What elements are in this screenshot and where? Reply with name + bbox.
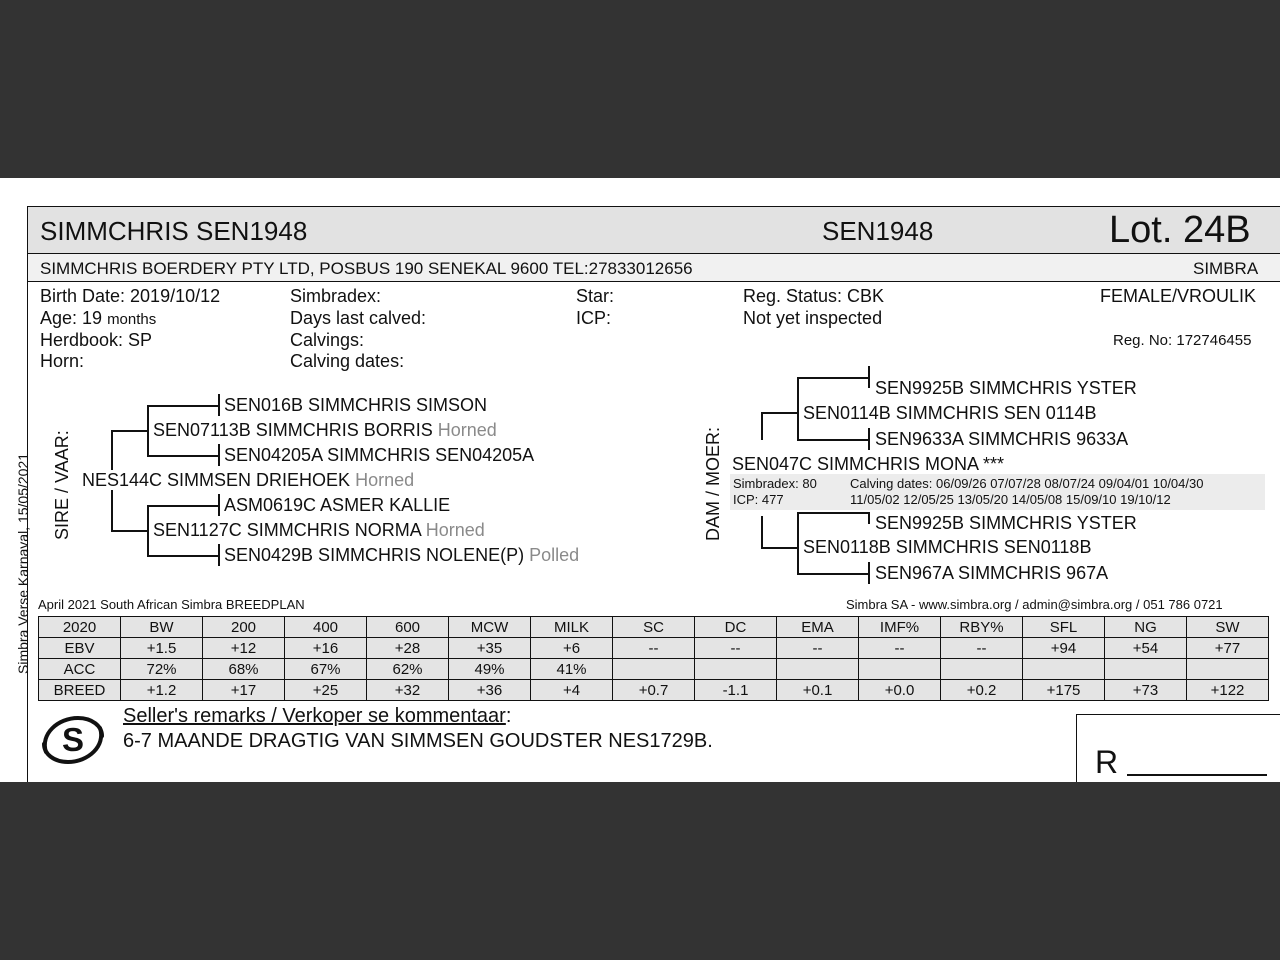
- breed-name: SIMBRA: [1193, 259, 1259, 278]
- sire-dam-sire: ASM0619C ASMER KALLIE: [224, 495, 451, 515]
- animal-name: SIMMCHRIS SEN1948: [40, 216, 308, 246]
- star: Star:: [576, 286, 615, 306]
- dam-simbradex: Simbradex: 80: [733, 476, 817, 491]
- breedplan-caption: April 2021 South African Simbra BREEDPLAN: [38, 597, 305, 612]
- price-currency: R: [1095, 744, 1119, 780]
- horn: Horn:: [40, 351, 85, 371]
- dam-icp: ICP: 477: [733, 492, 784, 507]
- price-line: [1127, 774, 1267, 776]
- dam-dam-dam: SEN967A SIMMCHRIS 967A: [875, 563, 1109, 583]
- days-last-calved: Days last calved:: [290, 308, 427, 328]
- dam-dam-sire: SEN9925B SIMMCHRIS YSTER: [875, 513, 1137, 533]
- dam-sire: SEN0114B SIMMCHRIS SEN 0114B: [803, 403, 1097, 423]
- age: [40, 308, 156, 329]
- herdbook: Herdbook: SP: [40, 330, 153, 350]
- logo-letter: S: [61, 721, 85, 758]
- sire: NES144C SIMMSEN DRIEHOEK Horned: [82, 470, 415, 490]
- sire-sire-sire: SEN016B SIMMCHRIS SIMSON: [224, 395, 488, 415]
- calving-dates: Calving dates:: [290, 351, 405, 371]
- sale-caption: Simbra Verse Karnaval, 15/05/2021: [15, 452, 31, 674]
- icp: ICP:: [576, 308, 612, 328]
- simbra-logo-icon: [40, 712, 106, 768]
- remarks-text: 6-7 MAANDE DRAGTIG VAN SIMMSEN GOUDSTER NES1729B.: [123, 730, 713, 752]
- lot-card: [0, 178, 1280, 782]
- age-unit: months: [107, 311, 157, 328]
- breedplan-table: [38, 616, 1269, 701]
- sire-label: SIRE / VAAR:: [52, 430, 72, 540]
- dam: SEN047C SIMMCHRIS MONA ***: [732, 454, 1005, 474]
- dam-calving-dates-2: 11/05/02 12/05/25 13/05/20 14/05/08 15/09/10 19/10/12: [850, 492, 1171, 507]
- dam-label: DAM / MOER:: [703, 426, 723, 541]
- lot-number: Lot. 24B: [1109, 209, 1251, 251]
- dam-sire-sire: SEN9925B SIMMCHRIS YSTER: [875, 378, 1137, 398]
- table-row: EBV +1.5 +12 +16 +28 +35 +6 -- -- -- -- -- +94 +54 +77: [39, 638, 1269, 659]
- reg-number: Reg. No: 172746455: [1113, 332, 1252, 349]
- inspection-status: Not yet inspected: [743, 308, 883, 328]
- dam-calving-dates-1: Calving dates: 06/09/26 07/07/28 08/07/24 09/04/01 10/04/30: [850, 476, 1204, 491]
- birth-date: Birth Date: 2019/10/12: [40, 286, 221, 306]
- calvings: Calvings:: [290, 330, 365, 350]
- sex: FEMALE/VROULIK: [1100, 286, 1257, 306]
- owner-line: SIMMCHRIS BOERDERY PTY LTD, POSBUS 190 SENEKAL 9600 TEL:27833012656: [40, 259, 693, 278]
- sire-sire-dam: SEN04205A SIMMCHRIS SEN04205A: [224, 445, 535, 465]
- table-row: BREED +1.2 +17 +25 +32 +36 +4 +0.7 -1.1 +0.1 +0.0 +0.2 +175 +73 +122: [39, 680, 1269, 701]
- simbradex-label: Simbradex:: [290, 286, 382, 306]
- sire-sire: SEN07113B SIMMCHRIS BORRIS Horned: [153, 420, 497, 440]
- age-value: Age: 19: [40, 308, 108, 328]
- animal-id: SEN1948: [822, 216, 934, 246]
- sire-dam-dam: SEN0429B SIMMCHRIS NOLENE(P) Polled: [224, 545, 580, 565]
- remarks-title: Seller's remarks / Verkoper se kommentaar:: [123, 705, 512, 727]
- dam-dam: SEN0118B SIMMCHRIS SEN0118B: [803, 537, 1092, 557]
- table-row: 2020 BW 200 400 600 MCW MILK SC DC EMA IMF% RBY% SFL NG SW: [39, 617, 1269, 638]
- reg-status: Reg. Status: CBK: [743, 286, 885, 306]
- breedplan-contact: Simbra SA - www.simbra.org / admin@simbra.org / 051 786 0721: [846, 597, 1223, 612]
- table-row: ACC 72% 68% 67% 62% 49% 41%: [39, 659, 1269, 680]
- sire-dam: SEN1127C SIMMCHRIS NORMA Horned: [153, 520, 485, 540]
- dam-sire-dam: SEN9633A SIMMCHRIS 9633A: [875, 429, 1129, 449]
